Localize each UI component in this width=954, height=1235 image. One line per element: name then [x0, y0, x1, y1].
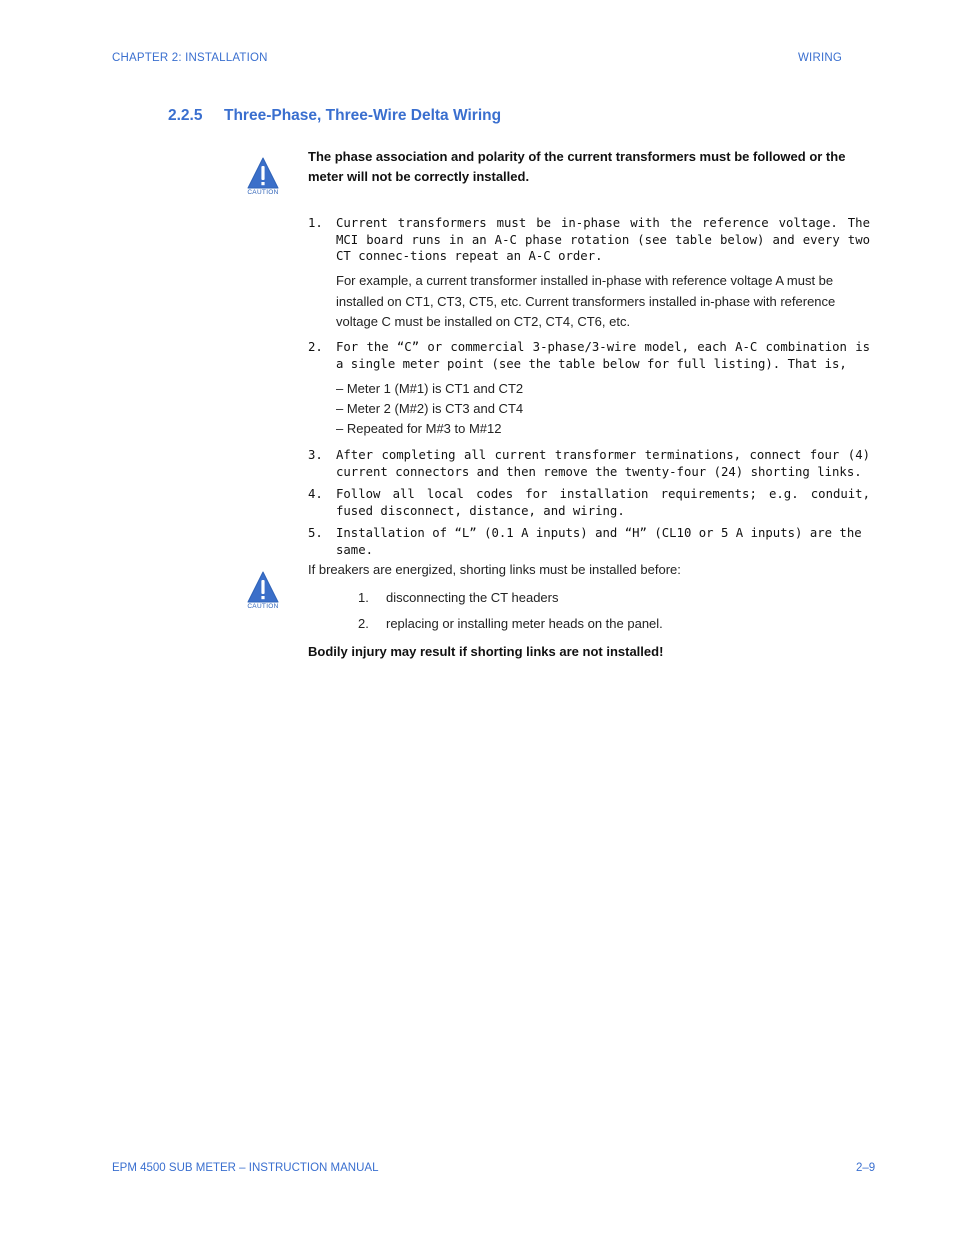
- caution-list-number: 2.: [358, 616, 369, 631]
- caution-list-text: replacing or installing meter heads on the panel.: [386, 616, 663, 631]
- list-item-text: Installation of “L” (0.1 A inputs) and “H” (CL10 or 5 A inputs) are the same.: [336, 526, 862, 557]
- list-item-text: After completing all current transformer terminations, connect four (4) current connectors and then remove the twenty-four (24) shorting links.: [336, 448, 870, 479]
- warning-triangle-icon: [246, 571, 280, 603]
- list-item-text: Current transformers must be in-phase with the reference voltage. The MCI board runs in an A-C phase rotation (see table below) and every two CT connec-tions repeat an A-C order.: [336, 216, 870, 263]
- list-item-text: For the “C” or commercial 3-phase/3-wire model, each A-C combination is a single meter point (see the table below for full listing). That is,: [336, 340, 870, 371]
- caution-list-item: [358, 585, 369, 611]
- list-item-number: 3.: [308, 448, 323, 462]
- list-item-number: 4.: [308, 487, 323, 501]
- section-title: Three-Phase, Three-Wire Delta Wiring: [224, 107, 502, 124]
- list-item: [308, 486, 870, 519]
- warning-triangle-icon: [246, 157, 280, 189]
- injury-warning: Bodily injury may result if shorting links are not installed!: [308, 644, 664, 659]
- caution-note-polarity: The phase association and polarity of the current transformers must be followed or the meter will not be correctly installed.: [308, 149, 846, 184]
- list-item: [308, 447, 870, 480]
- list-item-text: Follow all local codes for installation requirements; e.g. conduit, fused disconnect, distance, and wiring.: [336, 487, 870, 518]
- running-header-section: WIRING: [798, 52, 842, 64]
- footer-manual-title: EPM 4500 SUB METER – INSTRUCTION MANUAL: [112, 1162, 379, 1174]
- running-header-chapter: CHAPTER 2: INSTALLATION: [112, 52, 268, 64]
- footer-page-number: 2–9: [856, 1162, 876, 1174]
- caution-intro: If breakers are energized, shorting links must be installed before:: [308, 562, 681, 577]
- caution-label: CAUTION: [247, 603, 279, 610]
- caution-icon: [246, 157, 280, 196]
- caution-label: CAUTION: [247, 189, 279, 196]
- caution-icon: [246, 571, 280, 610]
- list-item-number: 2.: [308, 340, 323, 354]
- example-paragraph: For example, a current transformer installed in-phase with reference voltage A must be installed on CT1, CT3, CT5, etc. Current transformers installed in-phase with reference voltage C must be installed on CT2, CT4, CT6, etc.: [336, 273, 836, 329]
- caution-list-item: [358, 611, 369, 637]
- list-item: [308, 525, 870, 558]
- dash-item: – Meter 2 (M#2) is CT3 and CT4: [336, 401, 524, 416]
- list-item-number: 1.: [308, 216, 323, 230]
- list-item: [308, 339, 870, 372]
- caution-list-text: disconnecting the CT headers: [386, 590, 559, 605]
- dash-item: – Repeated for M#3 to M#12: [336, 421, 502, 436]
- section-heading: [168, 107, 501, 125]
- caution-list-number: 1.: [358, 590, 369, 605]
- section-number: 2.2.5: [168, 107, 203, 124]
- dash-item: – Meter 1 (M#1) is CT1 and CT2: [336, 381, 524, 396]
- list-item-number: 5.: [308, 526, 323, 540]
- list-item: [308, 215, 870, 265]
